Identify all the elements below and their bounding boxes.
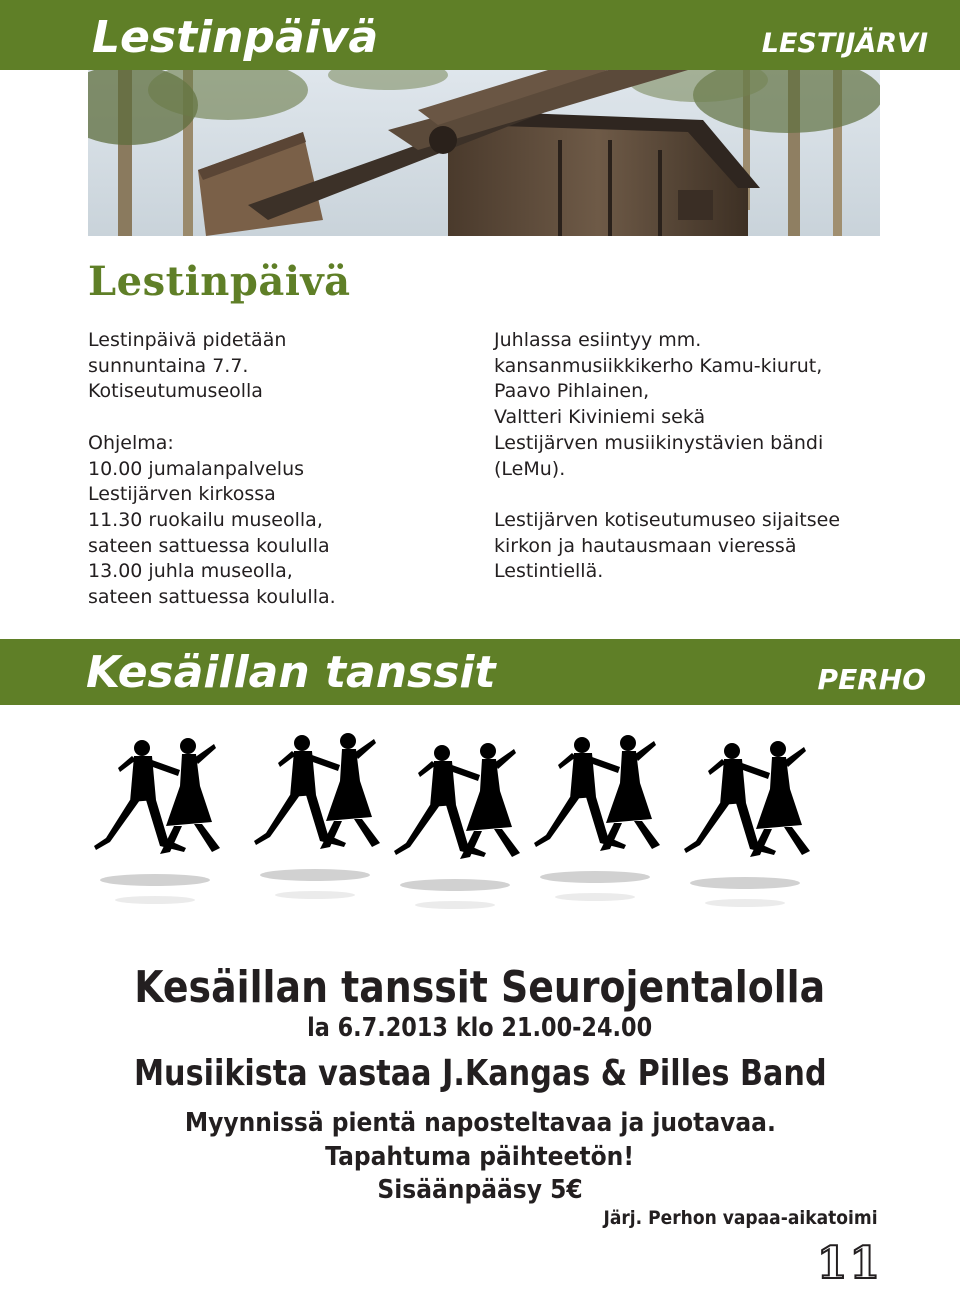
- left-line: 13.00 juhla museolla,: [88, 560, 293, 583]
- poster-line2-text: Tapahtuma päihteetön!: [325, 1142, 635, 1172]
- poster-line3-text: Sisäänpääsy 5€: [377, 1175, 583, 1205]
- right-line: Paavo Pihlainen,: [494, 380, 650, 403]
- header-location: LESTIJÄRVI: [761, 28, 928, 59]
- left-line: Ohjelma:: [88, 431, 174, 454]
- header-band: [0, 0, 960, 70]
- right-line: Lestintiellä.: [494, 560, 604, 583]
- right-column: [494, 328, 914, 585]
- poster-line1-text: Myynnissä pientä naposteltavaa ja juotavaa.: [184, 1108, 776, 1138]
- poster-date: [0, 1012, 960, 1044]
- poster-headline: [0, 962, 960, 1014]
- poster-line1: [0, 1107, 960, 1139]
- left-line: sateen sattuessa koululla: [88, 534, 330, 557]
- poster-music-text: Musiikista vastaa J.Kangas & Pilles Band: [133, 1053, 827, 1094]
- left-line: Lestijärven kirkossa: [88, 483, 276, 506]
- right-line: kansanmusiikkikerho Kamu-kiurut,: [494, 354, 823, 377]
- section2-location: PERHO: [817, 663, 926, 696]
- poster-line3: [0, 1174, 960, 1206]
- right-line: kirkon ja hautausmaan vieressä: [494, 534, 797, 557]
- poster-date-text: la 6.7.2013 klo 21.00-24.00: [307, 1013, 653, 1043]
- left-line: 10.00 jumalanpalvelus: [88, 457, 305, 480]
- poster-line2: [0, 1141, 960, 1173]
- section2-title: Kesäillan tanssit: [86, 647, 496, 698]
- left-line: 11.30 ruokailu museolla,: [88, 508, 323, 531]
- right-line: Lestijärven musiikinystävien bändi: [494, 431, 824, 454]
- poster-music: [0, 1052, 960, 1096]
- poster-headline-text: Kesäillan tanssit Seurojentalolla: [134, 962, 826, 1013]
- right-line: Juhlassa esiintyy mm.: [494, 329, 702, 351]
- section2-band: [0, 639, 960, 705]
- header-title: Lestinpäivä: [92, 12, 379, 63]
- left-column: [88, 328, 428, 611]
- article-heading: Lestinpäivä: [88, 258, 351, 305]
- windmill-photo: [88, 70, 880, 236]
- left-line: sateen sattuessa koululla.: [88, 586, 336, 609]
- left-line: Lestinpäivä pidetään: [88, 329, 287, 351]
- right-line: (LeMu).: [494, 457, 566, 480]
- right-line: Valtteri Kiviniemi sekä: [494, 406, 706, 429]
- left-line: sunnuntaina 7.7.: [88, 354, 249, 377]
- poster-organizer-text: Järj. Perhon vapaa-aikatoimi: [603, 1207, 878, 1229]
- left-line: Kotiseutumuseolla: [88, 380, 263, 403]
- right-line: Lestijärven kotiseutumuseo sijaitsee: [494, 508, 841, 531]
- page-number: 11: [816, 1238, 882, 1289]
- poster-organizer: [573, 1206, 878, 1230]
- dancing-couples-silhouette: [80, 715, 880, 915]
